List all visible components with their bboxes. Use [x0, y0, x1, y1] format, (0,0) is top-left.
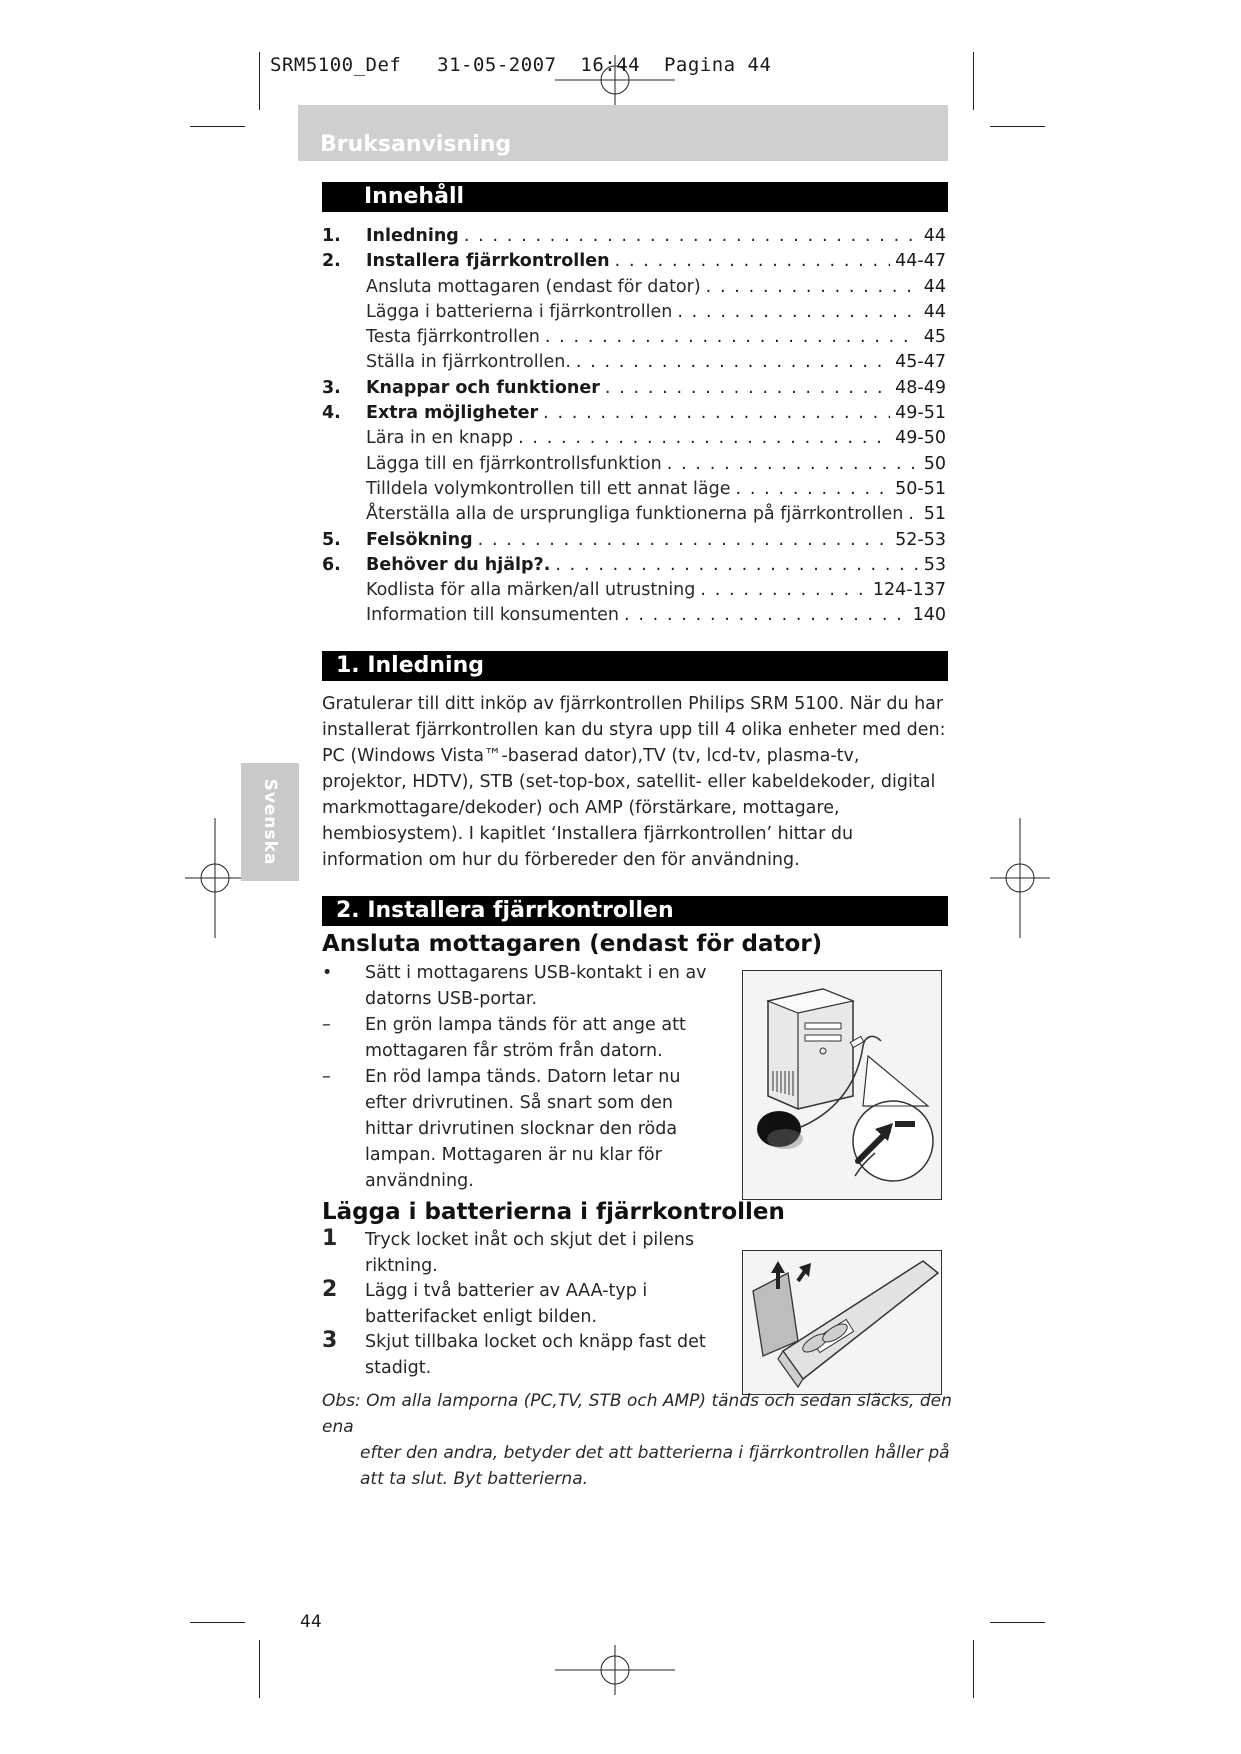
toc-entry-page: 49-51	[895, 403, 946, 424]
toc-entry	[322, 452, 946, 477]
toc-leader-dots	[518, 426, 890, 451]
battery-steps-list	[322, 1228, 742, 1381]
toc-entry-number: 3.	[322, 377, 341, 398]
toc-leader-dots	[543, 401, 890, 426]
toc-entry-page: 52-53	[895, 529, 946, 550]
note-continuation: efter den andra, betyder det att batterierna i fjärrkontrollen håller på att ta slut. Byt batterierna.	[360, 1443, 950, 1489]
crop-mark	[990, 1622, 1045, 1623]
registration-mark-right	[990, 818, 1050, 938]
toc-entry-number: 6.	[322, 554, 341, 575]
note-prefix: Obs:	[322, 1391, 361, 1411]
step-item	[322, 1330, 742, 1381]
list-item-text: Sätt i mottagarens USB-kontakt i en av datorns USB-portar.	[365, 963, 707, 1009]
install-title-bar	[322, 896, 948, 926]
toc-leader-dots	[736, 477, 891, 502]
step-item	[322, 1228, 742, 1279]
toc-entry-label: Behöver du hjälp?.	[366, 554, 551, 575]
list-item	[322, 1012, 712, 1064]
toc-entry-page: 45-47	[895, 352, 946, 373]
list-item	[322, 1064, 712, 1194]
header-band	[298, 105, 948, 161]
connect-steps-list	[322, 960, 712, 1194]
toc-leader-dots	[624, 603, 908, 628]
crop-mark	[190, 126, 245, 127]
toc-leader-dots	[545, 325, 919, 350]
toc-entry	[322, 603, 946, 628]
list-marker: –	[322, 1067, 331, 1087]
toc-entry-page: 44	[923, 301, 946, 322]
toc-entry-label: Felsökning	[366, 529, 473, 550]
toc-entry-label: Installera fjärrkontrollen	[366, 251, 610, 272]
toc-entry-label: Information till konsumenten	[366, 605, 620, 626]
registration-mark-bottom	[555, 1645, 675, 1695]
toc-title: Innehåll	[364, 184, 465, 209]
step-number: 1	[322, 1226, 338, 1251]
toc-entry	[322, 376, 946, 401]
toc-entry-label: Lära in en knapp	[366, 428, 514, 449]
toc-entry-label: Ansluta mottagaren (endast för dator)	[366, 276, 701, 297]
toc-entry	[322, 224, 946, 249]
toc-entry-page: 48-49	[895, 377, 946, 398]
toc-entry	[322, 249, 946, 274]
crop-mark	[973, 52, 974, 110]
computer-usb-illustration	[742, 970, 942, 1200]
toc-entry-label: Ställa in fjärrkontrollen.	[366, 352, 571, 373]
header-title: Bruksanvisning	[320, 132, 512, 157]
toc-entry-page: 45	[923, 327, 946, 348]
toc-entry	[322, 477, 946, 502]
battery-insertion-illustration	[742, 1250, 942, 1395]
toc-entry-page: 140	[912, 605, 946, 626]
list-marker: –	[322, 1015, 331, 1035]
toc-entry-label: Kodlista för alla märken/all utrustning	[366, 580, 696, 601]
battery-heading: Lägga i batterierna i fjärrkontrollen	[322, 1199, 785, 1225]
toc-entry-page: 49-50	[895, 428, 946, 449]
toc-entry-label: Extra möjligheter	[366, 403, 539, 424]
step-number: 2	[322, 1277, 338, 1302]
toc-leader-dots	[908, 502, 918, 527]
language-tab-label: Svenska	[260, 778, 280, 866]
toc-leader-dots	[706, 275, 919, 300]
toc-leader-dots	[555, 553, 918, 578]
toc-entry	[322, 553, 946, 578]
toc-entry-label: Lägga i batterierna i fjärrkontrollen	[366, 301, 673, 322]
toc-entry-page: 44-47	[895, 251, 946, 272]
toc-entry-label: Tilldela volymkontrollen till ett annat läge	[366, 478, 731, 499]
toc-entry	[322, 325, 946, 350]
crop-mark	[259, 1640, 260, 1698]
toc-entry-page: 51	[923, 504, 946, 525]
toc-entry-page: 50-51	[895, 478, 946, 499]
step-text: Lägg i två batterier av AAA-typ i batterifacket enligt bilden.	[365, 1281, 648, 1327]
table-of-contents	[322, 224, 946, 629]
toc-entry-label: Lägga till en fjärrkontrollsfunktion	[366, 453, 662, 474]
install-title: 2. Installera fjärrkontrollen	[336, 898, 674, 923]
connect-heading: Ansluta mottagaren (endast för dator)	[322, 931, 823, 957]
intro-paragraph: Gratulerar till ditt inköp av fjärrkontrollen Philips SRM 5100. När du har installerat fjärrkontrollen kan du styra upp till 4 olika enheter med den: PC (Windows Vista™-baserad dator),TV (tv, lcd-tv, plasma-tv, projektor, HDTV), STB (set-top-box, satellit- eller kabeldekoder, digital markmottagare/dekoder) och AMP (förstärkare, mottagare, hembiosystem). I kapitlet ‘Installera fjärrkontrollen’ hittar du information om hur du förbereder den för användning.	[322, 694, 946, 870]
step-text: Skjut tillbaka locket och knäpp fast det stadigt.	[365, 1332, 706, 1378]
toc-leader-dots	[615, 249, 891, 274]
intro-title: 1. Inledning	[336, 653, 484, 678]
print-slug: SRM5100_Def 31-05-2007 16:44 Pagina 44	[270, 54, 772, 76]
toc-entry-label: Återställa alla de ursprungliga funktionerna på fjärrkontrollen	[366, 504, 904, 525]
toc-entry-number: 2.	[322, 251, 341, 272]
toc-leader-dots	[677, 300, 918, 325]
toc-leader-dots	[576, 350, 890, 375]
toc-entry-label: Testa fjärrkontrollen	[366, 327, 540, 348]
toc-entry-number: 1.	[322, 226, 341, 246]
toc-entry	[322, 578, 946, 603]
toc-entry	[322, 426, 946, 451]
toc-leader-dots	[667, 452, 919, 477]
toc-entry-page: 44	[923, 226, 946, 246]
toc-entry-label: Inledning	[366, 226, 459, 246]
toc-leader-dots	[700, 578, 867, 603]
toc-entry-page: 53	[923, 554, 946, 575]
list-item-text: En röd lampa tänds. Datorn letar nu efter drivrutinen. Så snart som den hittar drivrutinen slocknar den röda lampan. Mottagaren är nu klar för användning.	[365, 1067, 681, 1191]
toc-entry-page: 44	[923, 276, 946, 297]
crop-mark	[259, 52, 260, 110]
toc-entry	[322, 275, 946, 300]
toc-entry-number: 4.	[322, 403, 341, 424]
toc-leader-dots	[464, 224, 919, 249]
list-marker: •	[322, 963, 333, 983]
language-tab	[241, 763, 299, 881]
list-item	[322, 960, 712, 1012]
toc-entry	[322, 401, 946, 426]
toc-entry-number: 5.	[322, 529, 341, 550]
page-number: 44	[300, 1612, 322, 1632]
step-text: Tryck locket inåt och skjut det i pilens riktning.	[365, 1230, 695, 1276]
toc-entry	[322, 300, 946, 325]
crop-mark	[973, 1640, 974, 1698]
toc-entry	[322, 528, 946, 553]
toc-entry-page: 50	[923, 453, 946, 474]
step-number: 3	[322, 1328, 338, 1353]
crop-mark	[190, 1622, 245, 1623]
registration-mark-left	[185, 818, 245, 938]
list-item-text: En grön lampa tänds för att ange att mottagaren får ström från datorn.	[365, 1015, 686, 1061]
toc-entry	[322, 502, 946, 527]
intro-title-bar	[322, 651, 948, 681]
battery-note	[322, 1388, 952, 1492]
toc-entry-page: 124-137	[872, 580, 946, 601]
toc-entry	[322, 350, 946, 375]
toc-leader-dots	[605, 376, 890, 401]
step-item	[322, 1279, 742, 1330]
crop-mark	[990, 126, 1045, 127]
toc-title-bar	[322, 182, 948, 212]
toc-entry-label: Knappar och funktioner	[366, 377, 600, 398]
toc-leader-dots	[478, 528, 891, 553]
note-first-line: Om alla lamporna (PC,TV, STB och AMP) tänds och sedan släcks, den ena	[322, 1391, 952, 1437]
